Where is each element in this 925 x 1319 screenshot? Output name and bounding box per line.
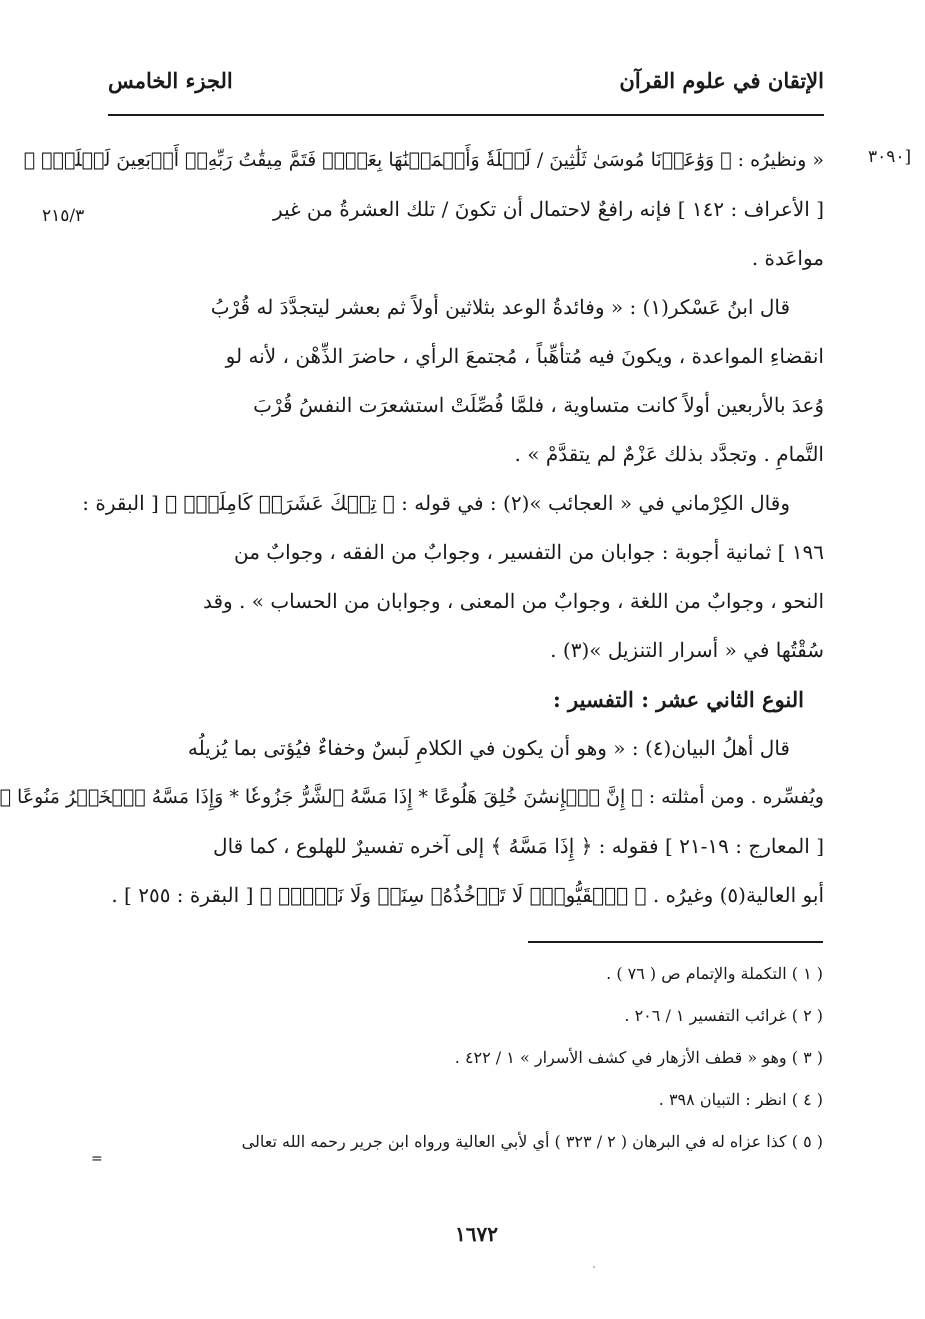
footnote: ( ٥ ) كذا عزاه له في البرهان ( ٢ / ٣٢٣ ) أي لأبي العالية ورواه ابن جرير رحمه الله تعالى (241, 1132, 823, 1151)
book-title: الإتقان في علوم القرآن (619, 68, 824, 93)
text-line: التَّمامِ . وتجدَّد بذلك عَزْمٌ لم يتقدَّمْ » . (514, 442, 824, 466)
text-line: قال أهلُ البيان(٤) : « وهو أن يكون في الكلامِ لَبسٌ وخفاءٌ فيُؤتى بما يُزيلُه (187, 736, 790, 760)
footnote-rule (528, 941, 823, 943)
text-line: قال ابنُ عَسْكر(١) : « وفائدةُ الوعد بثلاثين أولاً ثم بعشر ليتجدَّدَ له قُرْبُ (210, 295, 790, 319)
margin-reference-number: [٣٠٩٠ (868, 147, 912, 167)
footnotes (88, 959, 823, 1169)
scan-speck (593, 1266, 595, 1268)
text-line: [ الأعراف : ١٤٢ ] فإنه رافعٌ لاحتمال أن تكونَ / تلك العشرةُ من غير (273, 197, 824, 221)
text-line: سُقْتُها في « أسرار التنزيل »(٣) . (550, 638, 824, 662)
header-rule (108, 114, 824, 116)
part-title: الجزء الخامس (108, 68, 233, 93)
paragraph-ibn-asakir (108, 283, 824, 479)
text-line: ويُفسِّره . ومن أمثلته : ﴿ إِنَّ ٱلۡإِنسَٰنَ خُلِقَ هَلُوعًا * إِذَا مَسَّهُ ٱلشَّرُّ جَزُوعٗا * وَإِذَا مَسَّهُ ٱلۡخَيۡرُ مَنُوعًا ﴾ (0, 786, 824, 808)
text-line: وُعدَ بالأربعين أولاً كانت متساوية ، فلمَّا فُصِّلَتْ استشعرَت النفسُ قُرْبَ (253, 393, 824, 417)
text-line: وقال الكِرْماني في « العجائب »(٢) : في قوله : ﴿ تِلۡكَ عَشَرَةٞ كَامِلَةٞۗ ﴾ [ البقرة : (82, 491, 790, 515)
page-number: ١٦٧٢ (455, 1222, 498, 1246)
text-line: مواعَدة . (751, 246, 824, 270)
text-line: [ المعارج : ١٩-٢١ ] فقوله : ﴿ إِذَا مَسَّهُ ﴾ إلى آخره تفسيرٌ للهلوع ، كما قال (213, 834, 824, 858)
text-line: أبو العالية(٥) وغيرُه . ﴿ ٱلۡقَيُّومُۚ لَا تَأۡخُذُهُۥ سِنَةٞ وَلَا نَوۡمٞۚ ﴾ [ البقرة : ٢٥٥ ] . (111, 883, 824, 907)
continuation-mark: = (91, 1151, 103, 1167)
footnote: ( ١ ) التكملة والإتمام ص ( ٧٦ ) . (606, 964, 823, 983)
text-line: « ونظيرُه : ﴿ وَوَٰعَدۡنَا مُوسَىٰ ثَلَٰثِينَ / لَيۡلَةٗ وَأَتۡمَمۡنَٰهَا بِعَشۡرٖ فَتَمَّ مِيقَٰتُ رَبِّهِۦٓ أَرۡبَعِينَ لَيۡلَةٗۚ ﴾ (23, 149, 824, 171)
running-header (108, 68, 824, 108)
footnote: ( ٤ ) انظر : التبيان ٣٩٨ . (658, 1090, 823, 1109)
section-heading-text: النوع الثاني عشر : التفسير : (552, 687, 804, 712)
text-line: انقضاءِ المواعدة ، ويكونَ فيه مُتأهِّباً ، مُجتمعَ الرأي ، حاضرَ الذِّهْن ، لأنه لو (225, 344, 824, 368)
text-line: النحو ، وجوابٌ من اللغة ، وجوابٌ من المعنى ، وجوابان من الحساب » . وقد (202, 589, 824, 613)
paragraph-kirmani (82, 479, 824, 675)
footnote: ( ٣ ) وهو « قطف الأزهار في كشف الأسرار » ١ / ٤٢٢ . (454, 1048, 823, 1067)
text-line: ١٩٦ ] ثمانية أجوبة : جوابان من التفسير ، وجوابٌ من الفقه ، وجوابٌ من (234, 540, 824, 564)
section-heading (108, 675, 824, 724)
paragraph-tafsir (0, 724, 824, 920)
margin-volume-reference: ٢١٥/٣ (42, 206, 85, 226)
footnote: ( ٢ ) غرائب التفسير ١ / ٢٠٦ . (624, 1006, 823, 1025)
